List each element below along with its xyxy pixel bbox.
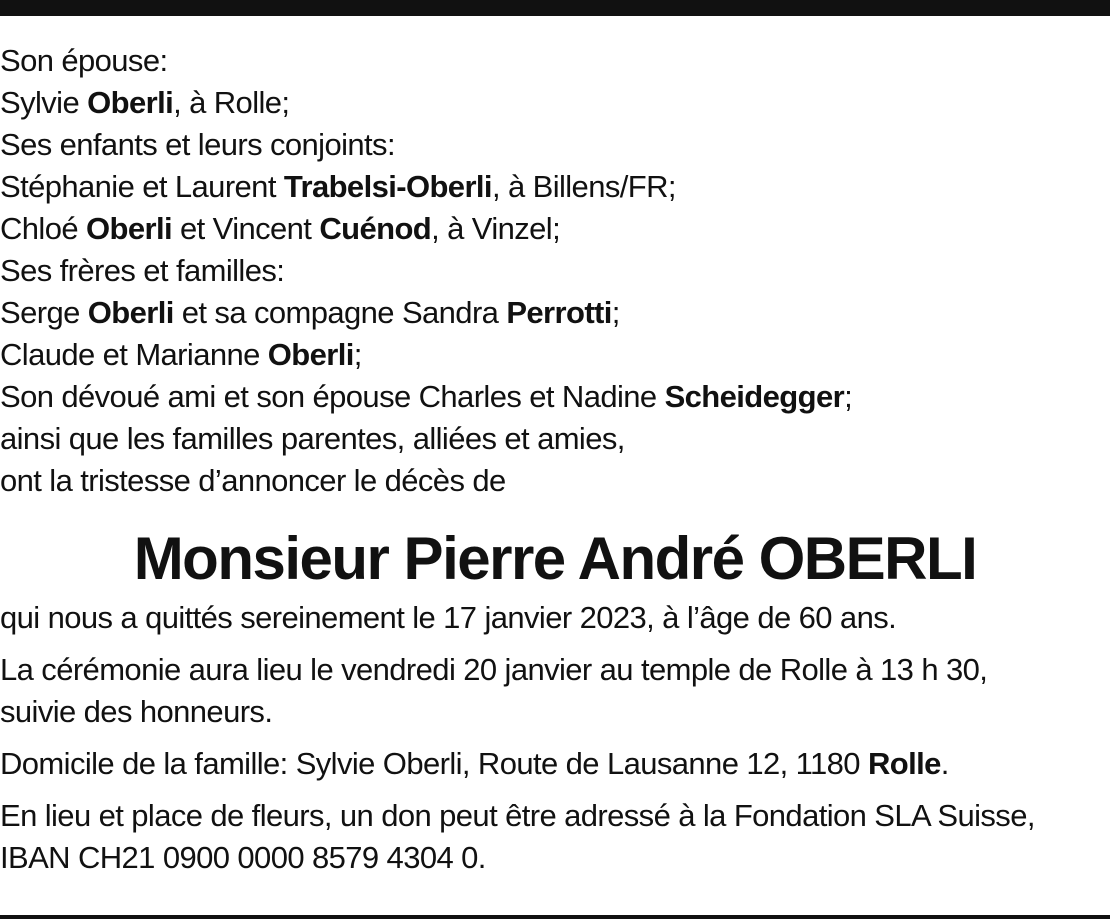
ceremony-line-1: La cérémonie aura lieu le vendredi 20 janvier au temple de Rolle à 13 h 30, [0,652,988,687]
relatives-line: ainsi que les familles parentes, alliées et amies, [0,421,625,456]
bottom-border-rule [0,915,1110,919]
friend-line: Son dévoué ami et son épouse Charles et Nadine Scheidegger; [0,379,853,414]
announcement-line: ont la tristesse d’annoncer le décès de [0,463,506,498]
donation-line-2: IBAN CH21 0900 0000 8579 4304 0. [0,840,486,875]
child-line-2: Chloé Oberli et Vincent Cuénod, à Vinzel; [0,211,561,246]
sibling-line-1: Serge Oberli et sa compagne Sandra Perrotti; [0,295,620,330]
spouse-line: Sylvie Oberli, à Rolle; [0,85,290,120]
children-heading: Ses enfants et leurs conjoints: [0,127,395,162]
donation-paragraph [0,795,1110,879]
child-line-1: Stéphanie et Laurent Trabelsi-Oberli, à Billens/FR; [0,169,676,204]
donation-line-1: En lieu et place de fleurs, un don peut être adressé à la Fondation SLA Suisse, [0,798,1035,833]
ceremony-paragraph [0,649,1110,733]
address-line: Domicile de la famille: Sylvie Oberli, Route de Lausanne 12, 1180 Rolle. [0,746,949,781]
siblings-heading: Ses frères et familles: [0,253,285,288]
top-border-rule [0,0,1110,16]
sibling-line-2: Claude et Marianne Oberli; [0,337,362,372]
death-date-line: qui nous a quittés sereinement le 17 janvier 2023, à l’âge de 60 ans. [0,600,897,635]
obituary-notice [0,40,1110,879]
deceased-name: Monsieur Pierre André OBERLI [133,525,977,592]
spouse-heading: Son épouse: [0,43,168,78]
ceremony-line-2: suivie des honneurs. [0,694,273,729]
